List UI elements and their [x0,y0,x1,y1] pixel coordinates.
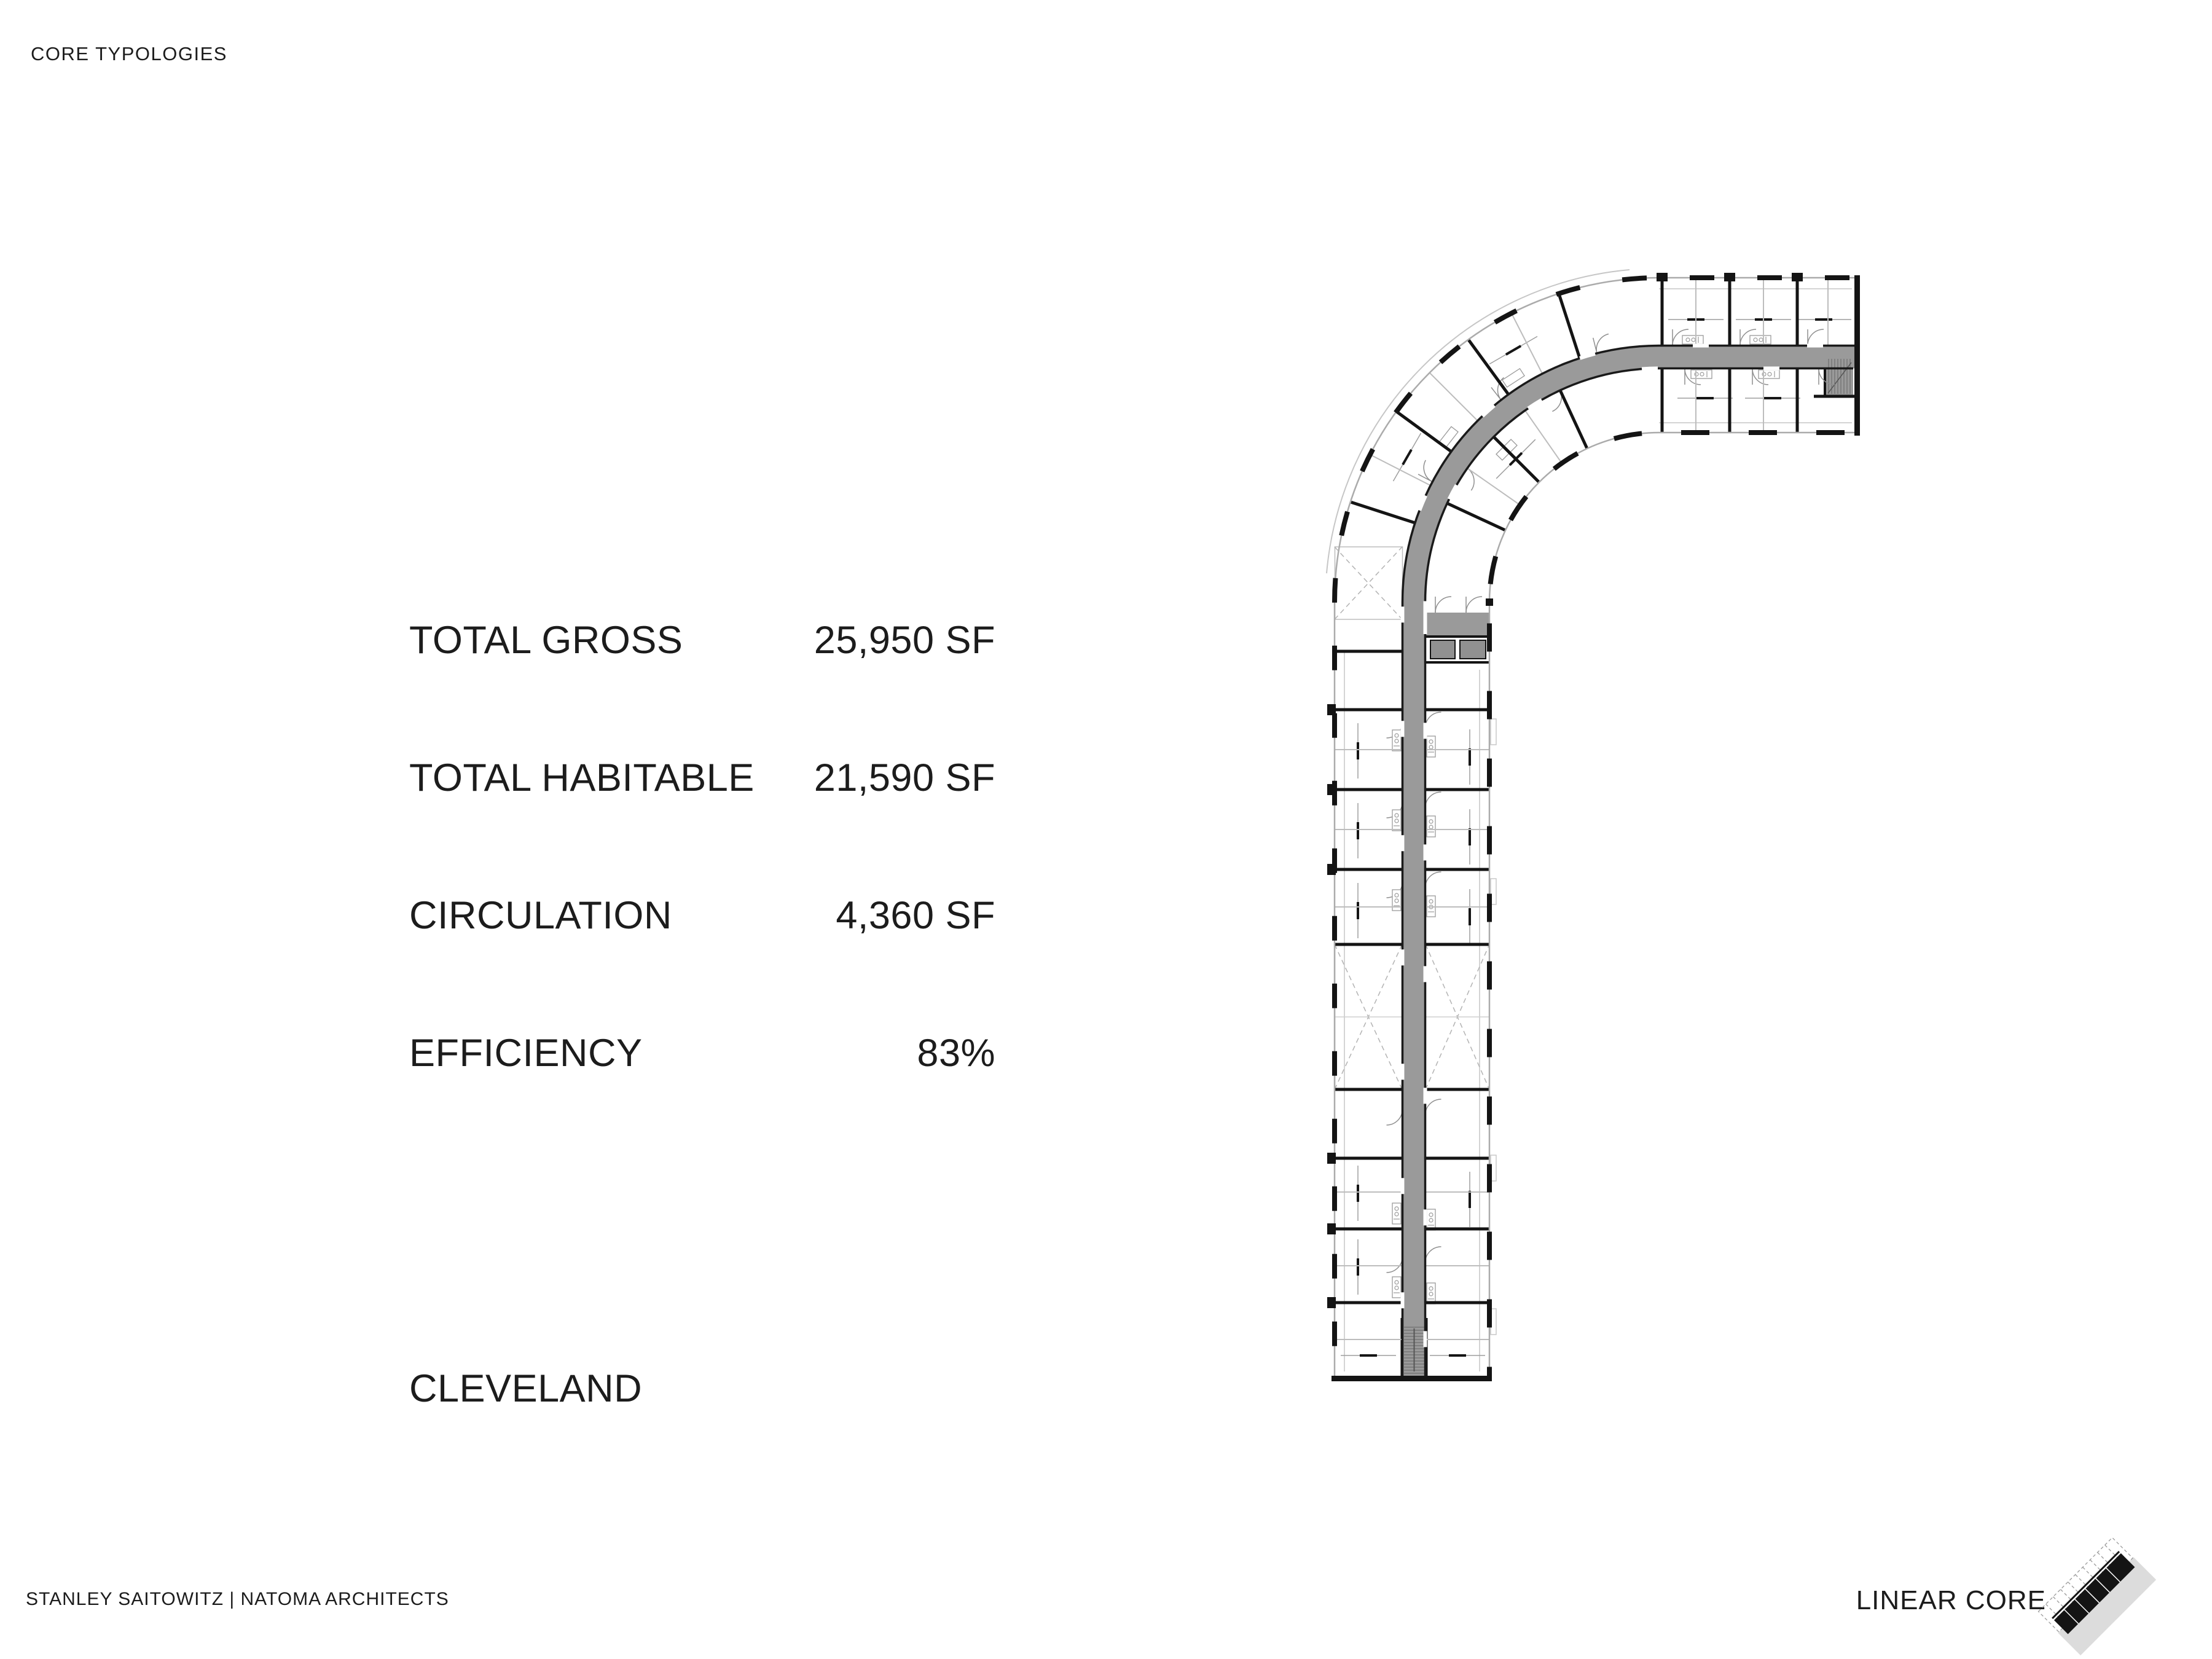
stat-value: 25,950 SF [814,619,995,662]
stat-label: EFFICIENCY [409,1032,643,1075]
project-name: CLEVELAND [409,1367,643,1410]
stat-value: 4,360 SF [836,894,995,937]
linear-core-axon-icon [2034,1533,2169,1659]
core-type-label: LINEAR CORE [1856,1585,2046,1615]
corridor-path [1414,357,1857,1378]
stat-label: TOTAL HABITABLE [409,756,755,799]
stat-label: CIRCULATION [409,894,672,937]
corridor-walls [1403,346,1857,1379]
firm-credit: STANLEY SAITOWITZ | NATOMA ARCHITECTS [26,1589,449,1609]
elevator-core [1426,597,1489,662]
stat-value: 21,590 SF [814,756,995,799]
stat-label: TOTAL GROSS [409,619,683,662]
page-title: CORE TYPOLOGIES [31,43,227,65]
stat-value: 83% [917,1032,995,1075]
